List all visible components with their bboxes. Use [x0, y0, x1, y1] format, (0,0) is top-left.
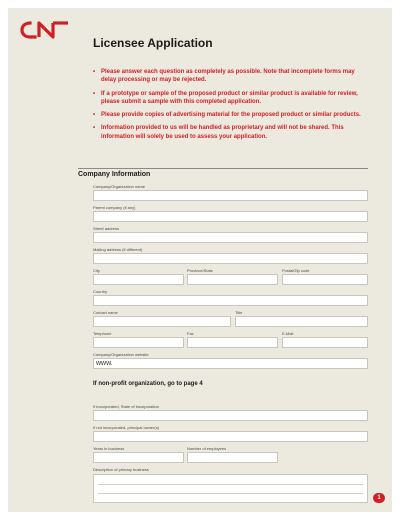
postal-label: Postal/Zip code	[282, 268, 310, 273]
company-name-field[interactable]	[93, 190, 368, 201]
contact-name-field[interactable]	[93, 316, 231, 327]
description-field[interactable]	[93, 474, 368, 503]
contact-name-label: Contact name	[93, 310, 118, 315]
description-label: Description of primary business	[93, 467, 149, 472]
incorporated-label: If incorporated, State of incorporation	[93, 404, 159, 409]
email-label: E-Mail	[282, 331, 294, 336]
fax-label: Fax	[187, 331, 194, 336]
description-line	[98, 493, 363, 494]
page-number-badge: 1	[373, 493, 385, 503]
postal-field[interactable]	[282, 274, 368, 285]
company-name-label: Company/Organization name	[93, 184, 146, 189]
instruction-item: • Please answer each question as completely as possible. Note that incomplete forms may delay processing or may be rejected.	[93, 68, 371, 85]
not-incorporated-field[interactable]	[93, 431, 368, 442]
employees-label: Number of employees	[187, 446, 227, 451]
nonprofit-section-title: If non-profit organization, go to page 4	[93, 381, 203, 387]
mailing-address-field[interactable]	[93, 253, 368, 264]
city-field[interactable]	[93, 274, 184, 285]
street-address-field[interactable]	[93, 232, 368, 243]
description-line	[98, 484, 363, 485]
mailing-address-label: Mailing address (if different)	[93, 247, 143, 252]
years-label: Years in business	[93, 446, 125, 451]
instruction-item: • If a prototype or sample of the proposed product or similar product is available for review, please submit a sample with this completed application.	[93, 90, 371, 107]
province-field[interactable]	[187, 274, 278, 285]
website-value: www.	[96, 360, 113, 367]
not-incorporated-label: If not incorporated, principal owner(s)	[93, 425, 160, 430]
instruction-item: • Information provided to us will be handled as proprietary and will not be shared. This information will solely be used to assess your application.	[93, 124, 371, 141]
email-field[interactable]	[282, 337, 368, 348]
section-divider	[78, 168, 368, 169]
years-field[interactable]	[93, 452, 184, 463]
incorporated-field[interactable]	[93, 410, 368, 421]
city-label: City	[93, 268, 100, 273]
parent-company-label: Parent company (if any)	[93, 205, 136, 210]
website-field[interactable]	[93, 358, 368, 369]
company-section-title: Company Information	[78, 171, 151, 178]
cn-logo	[20, 20, 72, 40]
instruction-item: • Please provide copies of advertising material for the proposed product or similar products.	[93, 111, 371, 119]
title-field[interactable]	[235, 316, 368, 327]
telephone-field[interactable]	[93, 337, 184, 348]
province-label: Province/State	[187, 268, 214, 273]
title-label: Title	[235, 310, 243, 315]
street-address-label: Street address	[93, 226, 120, 231]
instruction-list	[93, 68, 371, 146]
country-label: Country	[93, 289, 108, 294]
employees-field[interactable]	[187, 452, 278, 463]
telephone-label: Telephone	[93, 331, 112, 336]
parent-company-field[interactable]	[93, 211, 368, 222]
page-title: Licensee Application	[93, 36, 213, 50]
country-field[interactable]	[93, 295, 368, 306]
website-label: Company/Organization website	[93, 352, 149, 357]
fax-field[interactable]	[187, 337, 278, 348]
